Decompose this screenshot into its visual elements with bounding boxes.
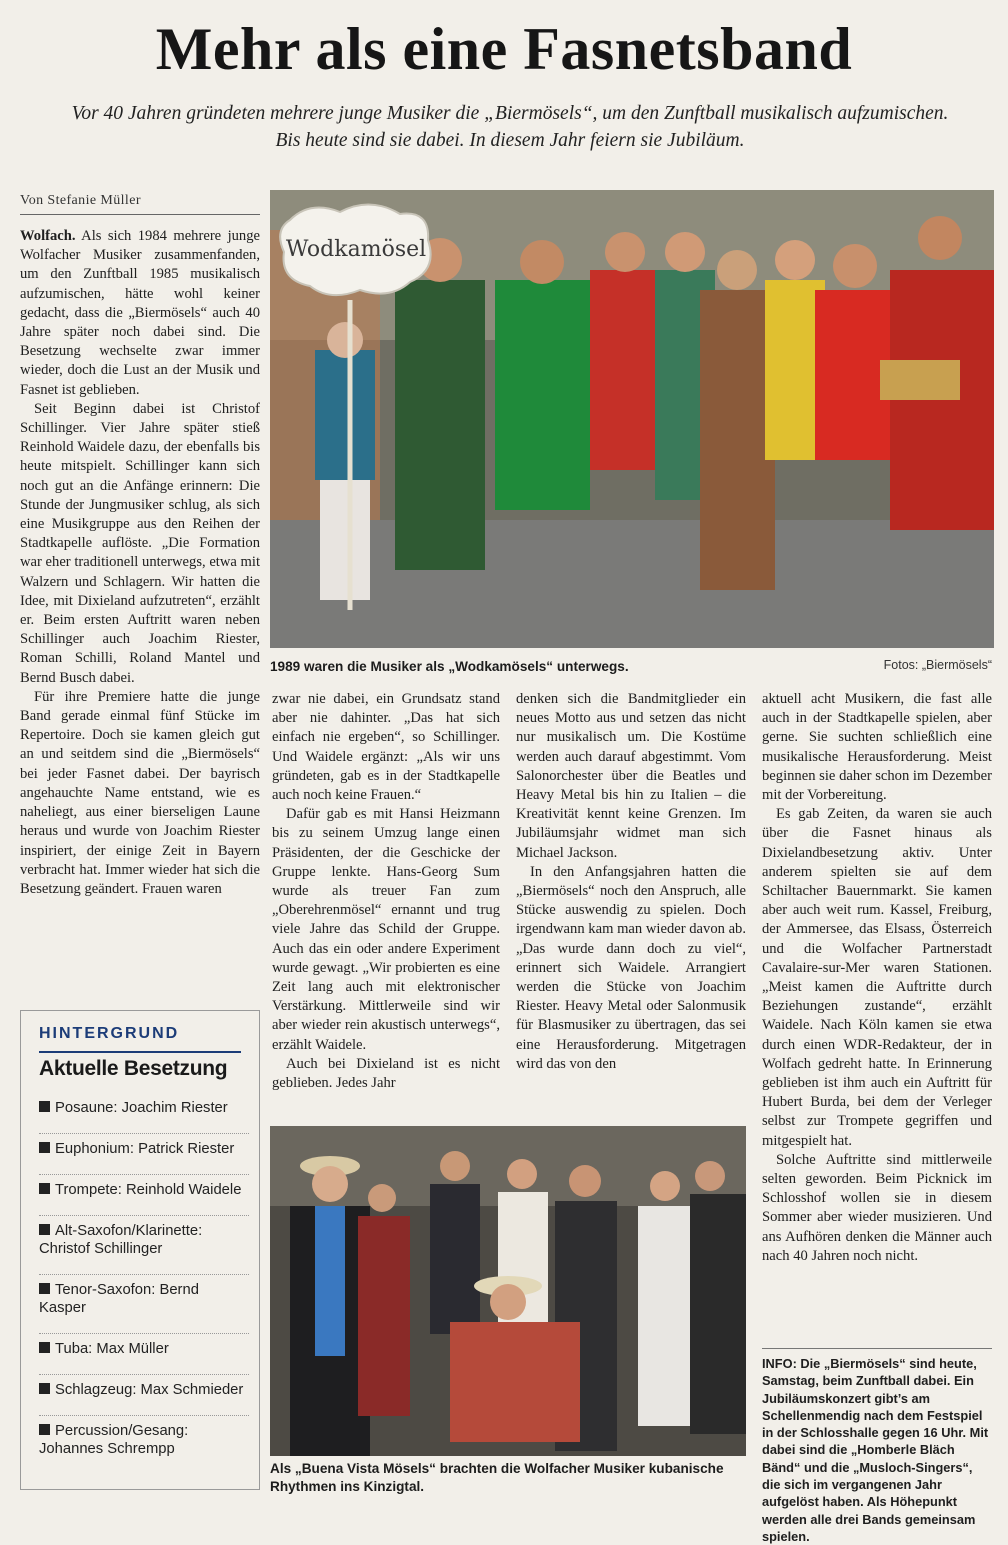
infobox-rule <box>39 1051 241 1053</box>
member-text: Tenor-Saxofon: Bernd Kasper <box>39 1282 199 1316</box>
member-item <box>39 1222 249 1275</box>
bullet-icon <box>39 1283 50 1294</box>
article-headline: Mehr als eine Fasnetsband <box>155 16 853 82</box>
member-text: Alt-Saxofon/Klarinette: Christof Schillinger <box>39 1223 203 1257</box>
photo-buena-vista-moesels-illustration <box>270 1126 746 1456</box>
member-item <box>39 1140 249 1175</box>
member-text: Percussion/Gesang: Johannes Schrempp <box>39 1423 189 1457</box>
bullet-icon <box>39 1342 50 1353</box>
bullet-icon <box>39 1183 50 1194</box>
member-text: Trompete: Reinhold Waidele <box>55 1182 242 1198</box>
photo-caption-top: 1989 waren die Musiker als „Wodkamösels“ unterwegs. <box>270 659 629 674</box>
paragraph: denken sich die Bandmitglieder ein neues Motto aus und setzen das nicht nur musikalisch um. Die Kostüme werden auch darauf abgestimmt. Vom Salonorchester über die Beatles und Heavy Metal bis hin zu Italien – die Kreativität kennt keine Grenzen. Im Jubiläumsjahr widmet man sich Michael Jackson. <box>516 691 746 861</box>
photo-credit: Fotos: „Biermösels“ <box>883 658 992 672</box>
paragraph: Auch bei Dixieland ist es nicht geblieben. Jedes Jahr <box>272 1055 500 1092</box>
bullet-icon <box>39 1142 50 1153</box>
article-column-4 <box>762 690 992 1266</box>
member-item <box>39 1422 249 1474</box>
member-item <box>39 1099 249 1134</box>
infobox-title: Aktuelle Besetzung <box>39 1057 228 1080</box>
event-info-note: INFO: Die „Biermösels“ sind heute, Samstag, beim Zunftball dabei. Ein Jubiläumskonzert gibt’s am Schellenmendig nach dem Festspiel in der Schlosshalle gegen 16 Uhr. Mit dabei sind die „Homberle Bläch Bänd“ und die „Musloch-Singers“, die sich im vergangenen Jahr aufgelöst haben. Als Höhepunkt werden alle drei Bands gemeinsam spielen. <box>762 1348 992 1545</box>
member-text: Posaune: Joachim Riester <box>55 1100 228 1116</box>
member-text: Euphonium: Patrick Riester <box>55 1141 235 1157</box>
member-item <box>39 1340 249 1375</box>
byline: Von Stefanie Müller <box>20 193 260 215</box>
article-subheadline: Vor 40 Jahren gründeten mehrere junge Musiker die „Biermösels“, um den Zunftball musikalisch aufzumischen. Bis heute sind sie dabei. In diesem Jahr feiern sie Jubiläum. <box>71 103 949 151</box>
article-column-2 <box>272 690 500 1093</box>
paragraph: aktuell acht Musikern, die fast alle auch in der Stadtkapelle spielen, aber gerne. Sie suchten schließlich eine musikalische Herausforderung. Meist beginnen sie daher schon im Dezember mit der Vorbereitung. <box>762 691 992 804</box>
photo-wodkamoesels <box>270 190 994 648</box>
member-text: Tuba: Max Müller <box>55 1341 169 1357</box>
sign-text: Wodkamösel <box>285 237 427 262</box>
paragraph: Für ihre Premiere hatte die junge Band gerade einmal fünf Stücke im Repertoire. Doch sie kamen gleich gut an und seitdem sind die „Biermösels“ bei jeder Fasnet dabei. Der bayrisch angehauchte Name entstand, wie es naheliegt, aus einer bierseligen Laune heraus und wurde von Joachim Riester inspiriert, der einige Zeit in Bayern verbracht hat. Immer wieder hat sich die Besetzung geändert. Frauen waren <box>20 688 260 897</box>
member-text: Schlagzeug: Max Schmieder <box>55 1382 244 1398</box>
bullet-icon <box>39 1224 50 1235</box>
bullet-icon <box>39 1383 50 1394</box>
dateline: Wolfach. <box>20 228 76 244</box>
member-item <box>39 1281 249 1334</box>
member-list <box>39 1099 249 1480</box>
paragraph-text: Als sich 1984 mehrere junge Wolfacher Musiker zusammenfanden, um den Zunftball 1985 musikalisch aufzumischen, hätte wohl keiner gedacht, dass die „Biermösels“ auch 40 Jahre später noch dabei sind. Die Besetzung wechselte zwar immer wieder, doch die Lust an der Musik und Fasnet ist geblieben. <box>20 228 260 398</box>
paragraph: Solche Auftritte sind mittlerweile selten geworden. Beim Picknick im Schlosshof wollen sie in diesem Sommer aber wieder musizieren. Und ans Aufhören denken die Männer auch nach 40 Jahren noch nicht. <box>762 1151 992 1264</box>
article-column-1 <box>20 227 260 899</box>
paragraph <box>20 227 260 400</box>
bullet-icon <box>39 1424 50 1435</box>
paragraph: zwar nie dabei, ein Grundsatz stand aber nie dahinter. „Das hat sich einfach nie ergeben“, so Schillinger. Und Waidele ergänzt: „Als wir uns gründeten, gab es in der Stadtkapelle auch noch keine Frauen.“ <box>272 691 500 804</box>
infobox-kicker: HINTERGRUND <box>39 1025 180 1042</box>
photo-wodkamoesels-illustration <box>270 190 994 648</box>
paragraph: Seit Beginn dabei ist Christof Schillinger. Vier Jahre später stieß Reinhold Waidele dazu, der ebenfalls bis heute mitspielt. Schillinger kann sich noch gut an die Anfänge erinnern: Die Stunde der Jungmusiker schlug, als sich eine Musikgruppe aus den Reihen der Stadtkapelle auflöste. „Die Formation war eher traditionell unterwegs, etwa mit Walzern und Schlagern. Wir hatten die Idee, mit Dixieland aufzutreten“, erzählt er. Beim ersten Auftritt waren neben Schillinger auch Joachim Riester, Roman Schilli, Roland Mantel und Bernd Busch dabei. <box>20 400 260 686</box>
bullet-icon <box>39 1101 50 1112</box>
article-column-3 <box>516 690 746 1074</box>
photo-buena-vista-moesels <box>270 1126 746 1456</box>
paragraph: In den Anfangsjahren hatten die „Biermösels“ noch den Anspruch, alle Stücke auswendig zu spielen. Doch irgendwann kam man wieder davon ab. „Das wurde dann doch zu viel“, erinnert sich Waidele. Arrangiert werden die Stücke von Joachim Riester. Heavy Metal oder Salonmusik für Blasmusiker zu übertragen, das sei eine Herausforderung. Mitgetragen wird das von den <box>516 863 746 1072</box>
paragraph: Dafür gab es mit Hansi Heizmann bis zu seinem Umzug lange einen Präsidenten, der die Geschicke der Gruppe lenkte. Hans-Georg Sum wurde als treuer Fan zum „Oberehrenmösel“ ernannt und trug viele Jahre das Schild der Gruppe. Auch das ein oder andere Experiment wurde gewagt. „Wir probierten es eine Zeit lang auch mit elektronischer Verstärkung. Mittlerweile sind wir aber wieder rein akustisch unterwegs“, erzählt Waidele. <box>272 806 500 1053</box>
paragraph: Es gab Zeiten, da waren sie auch über die Fasnet hinaus als Dixielandbesetzung aktiv. Unter anderem spielten sie auf dem Schiltacher Bauernmarkt. Sie kamen aber auch weit rum. Kassel, Freiburg, der Ammersee, das Elsass, Österreich und die Wolfacher Partnerstadt Cavalaire-sur-Mer waren Stationen. „Meist kamen die Auftritte durch Beziehungen zustande“, erzählt Waidele. Nach Köln kamen sie etwa durch einen WDR-Redakteur, der in Wolfach gedreht hatte. In Erinnerung geblieben ist ihm auch ein Auftritt für Hubert Burda, bei dem der Verleger selbst zur Trompete gegriffen und mitgespielt hat. <box>762 806 992 1149</box>
background-infobox <box>20 1010 260 1490</box>
member-item <box>39 1181 249 1216</box>
member-item <box>39 1381 249 1416</box>
photo-caption-bottom: Als „Buena Vista Mösels“ brachten die Wolfacher Musiker kubanische Rhythmen ins Kinzigtal. <box>270 1461 724 1494</box>
